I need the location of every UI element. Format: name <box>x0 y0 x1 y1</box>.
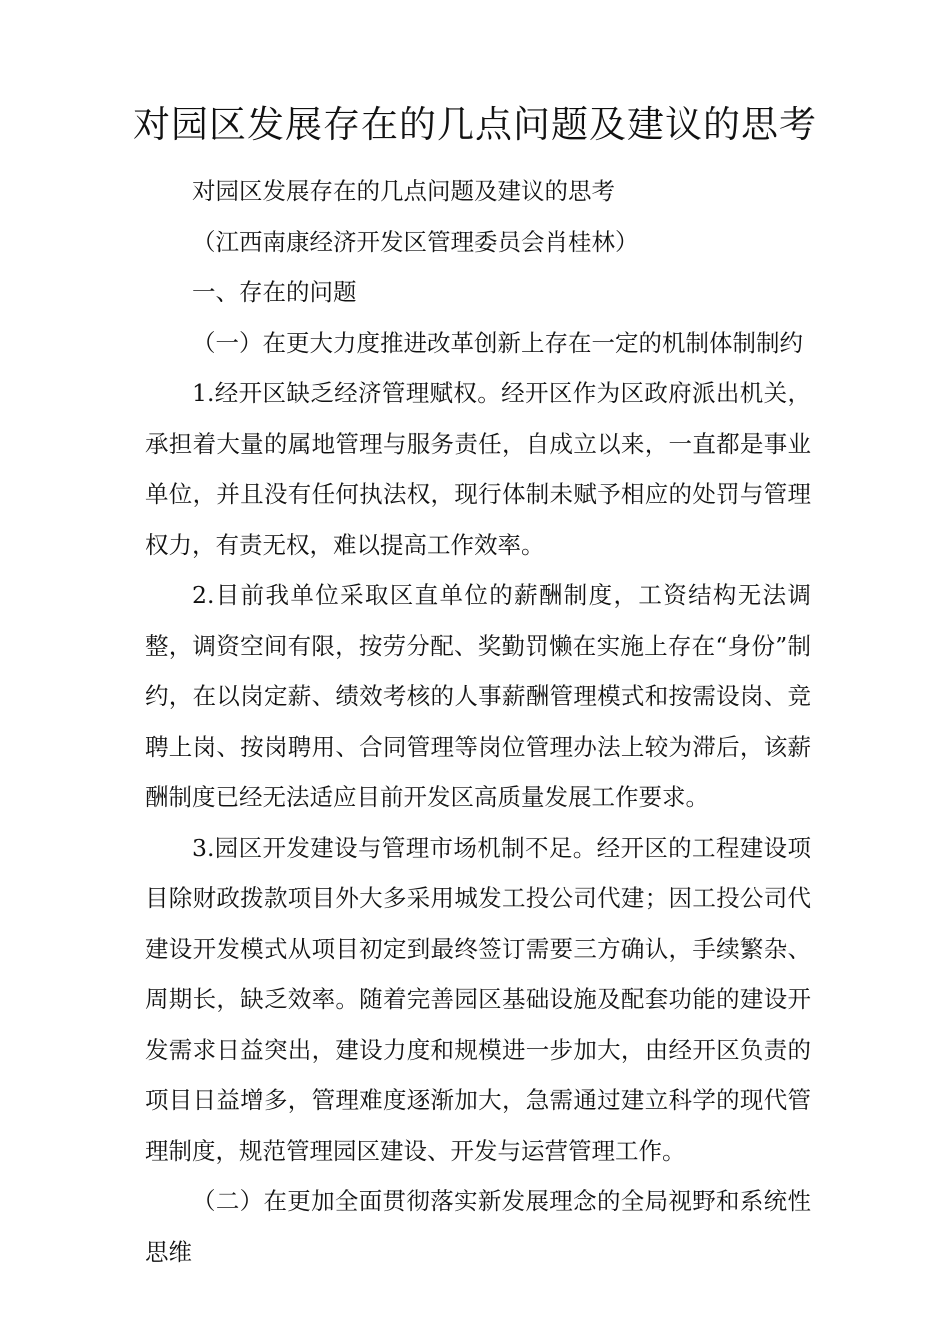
body-paragraph: 1.经开区缺乏经济管理赋权。经开区作为区政府派出机关，承担着大量的属地管理与服务责任，自成立以来，一直都是事业单位，并且没有任何执法权，现行体制未赋予相应的处罚与管理权力，有责无权，难以提高工作效率。 <box>145 379 811 559</box>
subtitle-paragraph: 对园区发展存在的几点问题及建议的思考 <box>192 177 615 205</box>
body-paragraph: 3.园区开发建设与管理市场机制不足。经开区的工程建设项目除财政拨款项目外大多采用城发工投公司代建；因工投公司代建设开发模式从项目初定到最终签订需要三方确认，手续繁杂、周期长，缺乏效率。随着完善园区基础设施及配套功能的建设开发需求日益突出，建设力度和规模进一步加大，由经开区负责的项目日益增多，管理难度逐渐加大，急需通过建立科学的现代管理制度，规范管理园区建设、开发与运营管理工作。 <box>145 833 811 1165</box>
section-heading: 一、存在的问题 <box>192 278 357 306</box>
document-title: 对园区发展存在的几点问题及建议的思考 <box>133 103 817 146</box>
subsection-heading: （一）在更大力度推进改革创新上存在一定的机制体制制约 <box>192 328 803 357</box>
subsection-heading: （二）在更加全面贯彻落实新发展理念的全局视野和系统性思维 <box>145 1187 811 1266</box>
body-paragraph: 2.目前我单位采取区直单位的薪酬制度，工资结构无法调整，调资空间有限，按劳分配、奖勤罚懒在实施上存在“身份”制约，在以岗定薪、绩效考核的人事薪酬管理模式和按需设岗、竞聘上岗、按岗聘用、合同管理等岗位管理办法上较为滞后，该薪酬制度已经无法适应目前开发区高质量发展工作要求。 <box>145 581 811 811</box>
document-body <box>145 166 811 1277</box>
author-line: （江西南康经济开发区管理委员会肖桂林） <box>192 227 639 256</box>
